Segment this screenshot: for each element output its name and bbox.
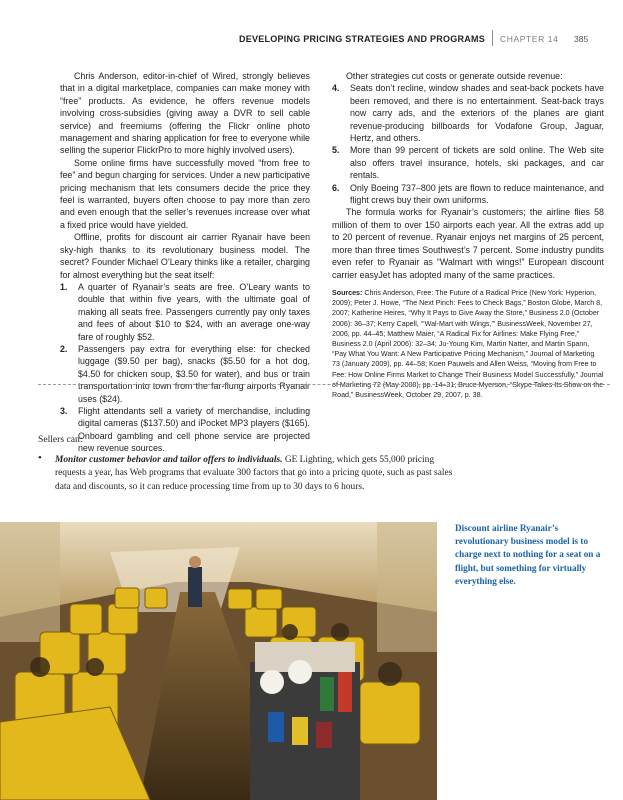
photo-caption: Discount airline Ryanair’s revolutionary business model is to charge next to nothing for a seat on a flight, but something for virtually everything else. xyxy=(455,523,601,586)
ryanair-list-left xyxy=(60,281,310,455)
snack-trolley xyxy=(250,642,360,800)
passenger-figure xyxy=(188,556,202,607)
page-header xyxy=(0,0,623,44)
page-number: 385 xyxy=(574,34,589,44)
list-item-text: Seats don’t recline, window shades and seat-back pockets have been removed, and there is no entertainment. Seat-back trays now carry ads, and the exteriors of the planes are giant revenue-producing billboards for Vodafone Group, Jaguar, Hertz, and others. xyxy=(350,83,604,144)
list-item xyxy=(332,82,604,144)
list-number: 3. xyxy=(60,405,68,416)
box-paragraph: Other strategies cut costs or generate outside revenue: xyxy=(346,71,563,81)
bullet-paragraph xyxy=(55,454,462,494)
list-item xyxy=(332,182,604,207)
box-right-column xyxy=(332,70,604,400)
list-item xyxy=(332,144,604,181)
list-number: 6. xyxy=(332,182,340,193)
right-window-wall xyxy=(377,522,437,652)
list-number: 2. xyxy=(60,343,68,354)
list-item-text: Flight attendants sell a variety of merchandise, including digital cameras ($137.50) and iPocket MP3 players ($165). Onboard gambling and cell phone service are projected new revenue sources. xyxy=(78,405,310,454)
box-paragraph: Chris Anderson, editor-in-chief of Wired, strongly believes that in a digital marketplace, companies can make money with “free” products. As evidence, he offers revenue models involving cross-subsidies (giving away a DVR to sell cable service) and freemiums (offering the Flickr online photo management and sharing application for free to everyone while selling the superior FlickrPro to more highly involved users). xyxy=(60,71,310,156)
box-paragraph: The formula works for Ryanair’s customers; the airline flies 58 million of them to over 150 airports each year. All the extras add up to 20 percent of revenue. Ryanair enjoys net margins of 25 percent, more than three times Southwest’s 7 percent. Some industry pundits even refer to Ryanair as “Walmart with wings!” European discount carrier easyJet has adopted many of the same practices. xyxy=(332,207,604,280)
sources-label: Sources: xyxy=(332,288,363,297)
list-item-text: Only Boeing 737–800 jets are flown to reduce maintenance, and flight crews buy their own uniforms. xyxy=(350,182,604,206)
sellers-intro: Sellers can: xyxy=(38,434,83,445)
list-item xyxy=(60,281,310,343)
ryanair-list-right xyxy=(332,82,604,206)
list-item-text: A quarter of Ryanair’s seats are free. O’Leary wants to double that within five years, with the ultimate goal of making all seats free. Passengers currently pay only taxes and fees of about $10 to $24, with an average one-way fare of roughly $52. xyxy=(78,281,310,342)
list-number: 5. xyxy=(332,145,340,156)
bullet-icon: • xyxy=(38,452,42,464)
cabin-illustration xyxy=(0,522,437,800)
list-item xyxy=(60,343,310,405)
box-bottom-rule xyxy=(38,384,610,385)
list-item-text: More than 99 percent of tickets are sold online. The Web site also offers travel insurance, hotels, ski packages, and car rentals. xyxy=(350,145,604,181)
list-number: 4. xyxy=(332,83,340,94)
list-item xyxy=(60,405,310,455)
header-divider xyxy=(492,30,493,46)
box-paragraph: Some online firms have successfully moved “from free to fee” and begun charging for services. Under a new participative pricing mechanism that lets consumers decide the price they feel is warranted, buyers often choose to pay more than zero and even enough that the seller’s revenues increase over what a fixed price would have yielded. xyxy=(60,157,310,230)
box-left-column xyxy=(60,70,310,455)
bullet-text: GE Lighting, which gets 55,000 pricing requests a year, has Web programs that evaluate 300 factors that go into a pricing quote, such as past sales data and discounts, so it can reduce processing time from up to 30 days to 6 hours. xyxy=(55,455,453,492)
airplane-cabin-photo xyxy=(0,522,437,800)
box-paragraph: Offline, profits for discount air carrier Ryanair have been sky-high thanks to its revolutionary business model. The secret? Founder Michael O’Leary thinks like a retailer, charging for almost everything but the seat itself: xyxy=(60,232,310,280)
bullet-lead: Monitor customer behavior and tailor offers to individuals. xyxy=(55,455,283,465)
left-window-wall xyxy=(0,522,60,642)
sources-text: Chris Anderson, Free: The Future of a Radical Price (New York: Hyperion, 2009); Peter J. Howe, “The Next Pinch: Fees to Check Bags,” Boston Globe, March 8, 2007; Katherine Heires, “Why It Pays to Give Away the Store,” Business 2.0 (October 2006): 36–37; Kerry Capell, “‘Wal-Mart with Wings,’” BusinessWeek, November 27, 2006, pp. 44–45; Matthew Maier, “A Radical Fix for Airlines: Make Flying Free,” Business 2.0 (April 2006): 32–34; Ju-Young Kim, Martin Natter, and Martin Spann, “Pay What You Want: A New Participative Pricing Mechanism,” Journal of Marketing 73 (January 2009), pp. 44–58; Koen Pauwels and Allen Weiss, “Moving from Free to Fee: How Online Firms Market to Change Their Business Model Successfully,” Journal of Marketing 72 (May 2008), pp. 14–31; Bruce Myerson, “Skype Takes Its Show on the Road,” BusinessWeek, October 29, 2007, p. 38. xyxy=(332,288,604,399)
list-item-text: Passengers pay extra for everything else: for checked luggage ($9.50 per bag), snacks ($5.50 for a hot dog, $4.50 for chicken soup, $3.50 for water), and bus or train transportation into town from the far-flung airports Ryanair uses ($24). xyxy=(78,343,310,404)
running-head: DEVELOPING PRICING STRATEGIES AND PROGRAMS xyxy=(238,34,485,44)
chapter-label: CHAPTER 14 xyxy=(500,34,559,44)
list-number: 1. xyxy=(60,281,68,292)
